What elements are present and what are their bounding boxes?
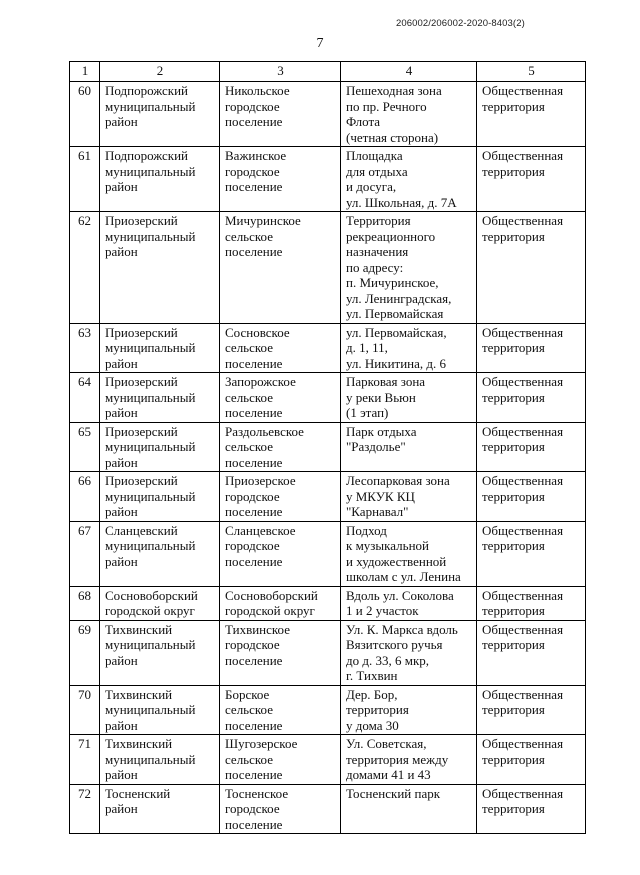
table-row [70, 784, 586, 834]
column-header: 2 [100, 62, 220, 82]
table-row [70, 373, 586, 423]
district-cell: Приозерский муниципальный район [100, 472, 220, 522]
district-cell: Тихвинский муниципальный район [100, 620, 220, 685]
object-cell: Ул. К. Маркса вдоль Вязитского ручья до д. 33, 6 мкр, г. Тихвин [341, 620, 477, 685]
column-header: 4 [341, 62, 477, 82]
territories-table [69, 61, 586, 834]
territory-type-cell: Общественная территория [477, 472, 586, 522]
row-number: 63 [70, 323, 100, 373]
row-number: 68 [70, 586, 100, 620]
object-cell: Подход к музыкальной и художественной школам с ул. Ленина [341, 521, 477, 586]
territory-type-cell: Общественная территория [477, 323, 586, 373]
row-number: 70 [70, 685, 100, 735]
territory-type-cell: Общественная территория [477, 82, 586, 147]
object-cell: Парк отдыха "Раздолье" [341, 422, 477, 472]
object-cell: Вдоль ул. Соколова 1 и 2 участок [341, 586, 477, 620]
settlement-cell: Тихвинское городское поселение [220, 620, 341, 685]
territory-type-cell: Общественная территория [477, 586, 586, 620]
territory-type-cell: Общественная территория [477, 212, 586, 324]
row-number: 61 [70, 147, 100, 212]
table-row [70, 620, 586, 685]
object-cell: Тосненский парк [341, 784, 477, 834]
row-number: 62 [70, 212, 100, 324]
table-row [70, 735, 586, 785]
territory-type-cell: Общественная территория [477, 373, 586, 423]
row-number: 67 [70, 521, 100, 586]
row-number: 64 [70, 373, 100, 423]
row-number: 65 [70, 422, 100, 472]
settlement-cell: Тосненское городское поселение [220, 784, 341, 834]
settlement-cell: Раздольевское сельское поселение [220, 422, 341, 472]
settlement-cell: Сланцевское городское поселение [220, 521, 341, 586]
territory-type-cell: Общественная территория [477, 620, 586, 685]
row-number: 71 [70, 735, 100, 785]
object-cell: ул. Первомайская, д. 1, 11, ул. Никитина, д. 6 [341, 323, 477, 373]
column-header: 5 [477, 62, 586, 82]
table-row [70, 521, 586, 586]
object-cell: Территория рекреационного назначения по адресу: п. Мичуринское, ул. Ленинградская, ул. Первомайская [341, 212, 477, 324]
object-cell: Парковая зона у реки Вьюн (1 этап) [341, 373, 477, 423]
row-number: 60 [70, 82, 100, 147]
page-number: 7 [316, 36, 324, 51]
row-number: 66 [70, 472, 100, 522]
object-cell: Площадка для отдыха и досуга, ул. Школьная, д. 7А [341, 147, 477, 212]
settlement-cell: Мичуринское сельское поселение [220, 212, 341, 324]
column-header: 3 [220, 62, 341, 82]
district-cell: Тихвинский муниципальный район [100, 735, 220, 785]
settlement-cell: Шугозерское сельское поселение [220, 735, 341, 785]
territory-type-cell: Общественная территория [477, 521, 586, 586]
settlement-cell: Запорожское сельское поселение [220, 373, 341, 423]
object-cell: Лесопарковая зона у МКУК КЦ "Карнавал" [341, 472, 477, 522]
district-cell: Сосновоборский городской округ [100, 586, 220, 620]
table-row [70, 422, 586, 472]
table-row [70, 323, 586, 373]
settlement-cell: Никольское городское поселение [220, 82, 341, 147]
settlement-cell: Сосновоборский городской округ [220, 586, 341, 620]
settlement-cell: Важинское городское поселение [220, 147, 341, 212]
settlement-cell: Приозерское городское поселение [220, 472, 341, 522]
table-row [70, 472, 586, 522]
table-row [70, 212, 586, 324]
table-row [70, 685, 586, 735]
district-cell: Сланцевский муниципальный район [100, 521, 220, 586]
district-cell: Подпорожский муниципальный район [100, 147, 220, 212]
district-cell: Приозерский муниципальный район [100, 422, 220, 472]
row-number: 72 [70, 784, 100, 834]
territory-type-cell: Общественная территория [477, 147, 586, 212]
column-header: 1 [70, 62, 100, 82]
document-id: 206002/206002-2020-8403(2) [396, 18, 525, 29]
settlement-cell: Сосновское сельское поселение [220, 323, 341, 373]
table-header-row [70, 62, 586, 82]
object-cell: Ул. Советская, территория между домами 41 и 43 [341, 735, 477, 785]
table-row [70, 82, 586, 147]
object-cell: Пешеходная зона по пр. Речного Флота (четная сторона) [341, 82, 477, 147]
table-row [70, 147, 586, 212]
district-cell: Тихвинский муниципальный район [100, 685, 220, 735]
row-number: 69 [70, 620, 100, 685]
settlement-cell: Борское сельское поселение [220, 685, 341, 735]
territory-type-cell: Общественная территория [477, 784, 586, 834]
object-cell: Дер. Бор, территория у дома 30 [341, 685, 477, 735]
territory-type-cell: Общественная территория [477, 735, 586, 785]
district-cell: Приозерский муниципальный район [100, 212, 220, 324]
table-body [70, 82, 586, 834]
table-row [70, 586, 586, 620]
district-cell: Приозерский муниципальный район [100, 323, 220, 373]
district-cell: Приозерский муниципальный район [100, 373, 220, 423]
territory-type-cell: Общественная территория [477, 422, 586, 472]
district-cell: Тосненский район [100, 784, 220, 834]
district-cell: Подпорожский муниципальный район [100, 82, 220, 147]
territory-type-cell: Общественная территория [477, 685, 586, 735]
